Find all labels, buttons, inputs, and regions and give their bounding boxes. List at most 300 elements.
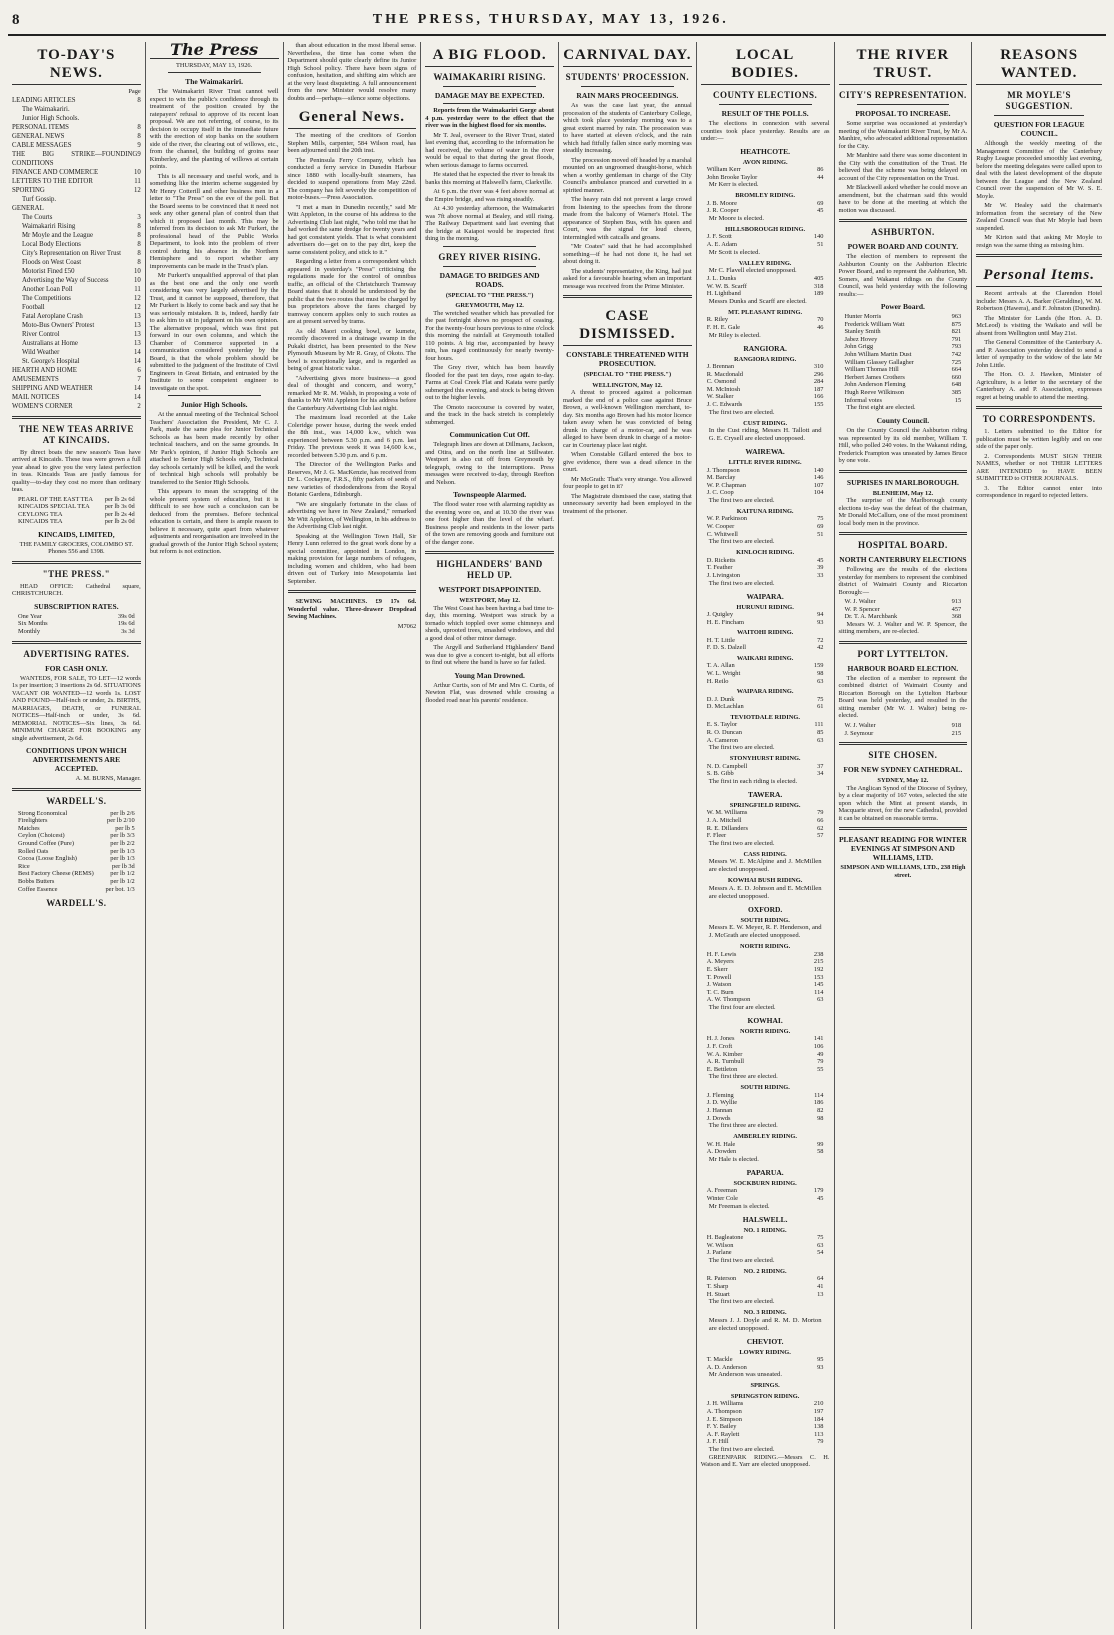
candidate-votes: 153 bbox=[813, 973, 824, 981]
candidate-row bbox=[701, 1066, 830, 1074]
candidate-votes: 45 bbox=[817, 207, 824, 215]
kincaids-name: KINCAIDS, LIMITED, bbox=[38, 529, 115, 539]
candidate-votes: 75 bbox=[817, 1234, 824, 1242]
index-page: 8 bbox=[137, 96, 141, 104]
candidate-votes: 138 bbox=[813, 1423, 824, 1431]
candidate-row bbox=[701, 1141, 830, 1149]
candidate-votes: 79 bbox=[817, 809, 824, 817]
flood-sub-1: WAIMAKARIRI RISING. bbox=[433, 72, 546, 82]
flood-sub-3: GREY RIVER RISING. bbox=[438, 251, 541, 262]
riding-note: Messrs J. J. Doyle and R. M. D. Morton are elected unopposed. bbox=[708, 1316, 822, 1332]
hospital-list bbox=[839, 598, 968, 621]
county-name: HALSWELL. bbox=[742, 1214, 788, 1224]
conditions: CONDITIONS UPON WHICH ADVERTISEMENTS ARE ACCEPTED. bbox=[26, 746, 127, 774]
row-label: Rice bbox=[18, 862, 30, 870]
index-label: Moto-Bus Owners' Protest bbox=[22, 321, 95, 329]
candidate-name: E. Bettleton bbox=[706, 1065, 738, 1073]
index-label: CABLE MESSAGES bbox=[12, 141, 72, 149]
candidate-name: J. Fleming bbox=[706, 1091, 734, 1099]
candidate-votes: 54 bbox=[817, 1249, 824, 1257]
candidate-row bbox=[701, 974, 830, 982]
wardells-item bbox=[12, 855, 141, 863]
index-item bbox=[12, 240, 141, 249]
riding-note: The first two are elected. bbox=[708, 744, 775, 752]
candidate-votes: 13 bbox=[817, 1290, 824, 1298]
candidate-name: T. Sharp bbox=[706, 1282, 729, 1290]
hospital-row bbox=[839, 606, 968, 614]
county-council-para: On the County Council the Ashburton riding was represented by its old member, William T. Hill, who polled 240 votes. In the Wakanui riding, Frederick Frampton was unseated by James Bruce by one vote. bbox=[838, 427, 968, 465]
news-paragraph: "We are singularly fortunate in the class of advertising we have in New Zealand," remarked Mr Witt Appleton, of Wellington, in his address to the Advertising Club last night. bbox=[287, 500, 417, 530]
riding-note: Messrs A. E. D. Johnson and E. McMillen are elected unopposed. bbox=[708, 884, 822, 900]
candidate-name: H. J. Jones bbox=[706, 1035, 735, 1043]
riding-note: The first two are elected. bbox=[708, 839, 775, 847]
news-paragraph: "Advertising gives more business—a good deal of thought and concern, and worry," remarked Mr R. M. Walsh, in proposing a vote of thanks to Mr Witt Appleton for his address before the Canterbury Advertising Club last night. bbox=[287, 374, 417, 412]
candidate-name: D. McLachlan bbox=[706, 703, 744, 711]
editorial-title-1: The Waimakariri. bbox=[185, 77, 244, 86]
row-label: Hunter Morris bbox=[844, 313, 882, 320]
candidate-name: A. Freeman bbox=[706, 1187, 737, 1195]
candidate-votes: 42 bbox=[817, 644, 824, 652]
candidate-row bbox=[701, 1242, 830, 1250]
candidate-votes: 63 bbox=[817, 1241, 824, 1249]
candidate-votes: 184 bbox=[813, 1415, 824, 1423]
candidate-votes: 41 bbox=[817, 1282, 824, 1290]
candidate-name: H. F. Lewis bbox=[706, 950, 737, 958]
candidate-votes: 46 bbox=[817, 323, 824, 331]
candidate-row bbox=[701, 996, 830, 1004]
candidate-name: J. F. Hill bbox=[706, 1438, 729, 1446]
riding-note: The first three are elected. bbox=[708, 1122, 778, 1130]
riding-name: WAIPARA RIDING. bbox=[736, 688, 794, 696]
row-value: per lb 5 bbox=[115, 824, 135, 832]
flood-lead: Reports from the Waimakariri Gorge about 4 p.m. yesterday were to the effect that the river was in the highest flood for six months. bbox=[425, 107, 554, 129]
case-sub: CONSTABLE THREATENED WITH PROSECUTION. bbox=[566, 350, 689, 368]
correspondents-rule: 1. Letters submitted to the Editor for publication must be written legibly and on one side of the paper only. bbox=[976, 428, 1102, 450]
carnival-paragraph: The heavy rain did not prevent a large crowd from listening to the speeches from the throne made from the balcony of Warner's Hotel. The appearance of Stephen Bus, with his queen and Court, was the signal for loud cheers, intermingled with catcalls and groans. bbox=[563, 196, 692, 241]
candidate-row bbox=[701, 467, 830, 475]
power-board-heading: Power Board. bbox=[880, 302, 925, 311]
index-page: 12 bbox=[133, 186, 141, 194]
press-heading: "THE PRESS." bbox=[42, 568, 111, 579]
candidate-name: H. Stuart bbox=[706, 1290, 730, 1298]
index-page: 11 bbox=[134, 177, 141, 185]
ashburton-para: The election of members to represent the Ashburton County on the Ashburton Electric Power Board, and to represent the Ashburton, Mt. Somers, and Wakanui ridings on the County Council, was held yesterday with the following results:— bbox=[838, 253, 968, 298]
candidate-row bbox=[701, 619, 830, 627]
column-big-flood bbox=[421, 42, 559, 1629]
candidate-row bbox=[701, 1107, 830, 1115]
index-label: Motorist Fined £50 bbox=[22, 267, 75, 275]
candidate-row bbox=[701, 721, 830, 729]
candidate-votes: 296 bbox=[813, 370, 824, 378]
riding-note: The first two are elected. bbox=[708, 496, 775, 504]
index-item bbox=[12, 258, 141, 267]
row-label: Monthly bbox=[18, 628, 41, 636]
row-value: 913 bbox=[951, 598, 962, 606]
riding-name: NORTH RIDING. bbox=[740, 1027, 791, 1035]
flood-sub-8: WESTPORT DISAPPOINTED. bbox=[438, 585, 541, 594]
riding-name: AMBERLEY RIDING. bbox=[733, 1133, 797, 1141]
candidate-name: J. Quigley bbox=[706, 611, 734, 619]
row-label: Hugh Reeve Wilkinson bbox=[844, 388, 905, 396]
riding-name: WAITOHI RIDING. bbox=[736, 629, 794, 637]
wardells-item bbox=[12, 870, 141, 878]
wardells-price-list bbox=[12, 810, 141, 894]
index-item bbox=[12, 168, 141, 177]
row-value: 918 bbox=[951, 721, 962, 729]
index-label: LEADING ARTICLES bbox=[12, 96, 76, 104]
wardells-item bbox=[12, 832, 141, 840]
candidate-row bbox=[701, 1035, 830, 1043]
index-label: Fatal Aeroplane Crash bbox=[22, 312, 83, 320]
row-value: 725 bbox=[951, 358, 962, 366]
candidate-name: H. Bagleatone bbox=[706, 1234, 744, 1242]
news-paragraph: As old Maori cooking bowl, or kumete, recently discovered in a drainage swamp in the Pukaki district, has been presented to the New Plymouth Museum by Mr R. Gray, of Okoto. The bowl is exceptionally large, and is regarded as being of great historic value. bbox=[287, 327, 417, 372]
candidate-row bbox=[701, 1283, 830, 1291]
row-value: 215 bbox=[951, 729, 962, 737]
candidate-name: W. M. Williams bbox=[706, 809, 748, 817]
candidate-name: A. E. Adam bbox=[706, 240, 737, 248]
hospital-row bbox=[839, 598, 968, 606]
index-item bbox=[12, 267, 141, 276]
wardells-heading: WARDELL'S. bbox=[46, 795, 107, 806]
index-page: 3 bbox=[137, 213, 141, 221]
candidate-row bbox=[701, 1249, 830, 1257]
row-label: John Grigg bbox=[844, 343, 874, 351]
power-row bbox=[839, 381, 968, 389]
row-label: CEYLONG TEA bbox=[18, 510, 63, 518]
index-label: Junior High Schools. bbox=[22, 114, 80, 122]
riding-name: HURUNUI RIDING. bbox=[736, 603, 794, 611]
candidate-name: C. Osmond bbox=[706, 378, 736, 386]
row-value: per lb 3d bbox=[112, 862, 135, 870]
flood-body-3 bbox=[425, 441, 554, 486]
candidate-row bbox=[701, 737, 830, 745]
newspaper-page bbox=[8, 6, 1106, 1629]
wardells-item bbox=[12, 878, 141, 886]
candidate-row bbox=[701, 670, 830, 678]
row-label: Informal votes bbox=[844, 396, 882, 404]
candidate-row bbox=[701, 611, 830, 619]
row-value: per lb 3s 0d bbox=[104, 503, 135, 511]
index-label: Turf Gossip. bbox=[22, 195, 57, 203]
riding-note: The first four are elected. bbox=[708, 1003, 776, 1011]
candidate-name: J. Brennan bbox=[706, 363, 735, 371]
candidate-row bbox=[701, 393, 830, 401]
flood-body-4 bbox=[425, 501, 554, 546]
county-name: WAIREWA. bbox=[745, 447, 785, 457]
index-label: Football bbox=[22, 303, 45, 311]
row-value: 821 bbox=[951, 328, 962, 336]
flood-paragraph: Arthur Curtis, son of Mr and Mrs C. Curtis, of Newton Flat, was drowned while crossing a flooded road near his parents' residence. bbox=[425, 681, 554, 704]
candidate-row bbox=[701, 770, 830, 778]
candidate-name: A. Thompson bbox=[706, 1407, 742, 1415]
reasons-sub-2: QUESTION FOR LEAGUE COUNCIL. bbox=[993, 120, 1085, 138]
candidate-votes: 93 bbox=[817, 618, 824, 626]
candidate-votes: 66 bbox=[817, 816, 824, 824]
candidate-votes: 63 bbox=[817, 677, 824, 685]
index-page: 8 bbox=[137, 249, 141, 257]
candidate-votes: 37 bbox=[817, 762, 824, 770]
candidate-name: J. Hannan bbox=[706, 1107, 733, 1115]
index-item bbox=[12, 213, 141, 222]
candidate-name: John Brooke Taylor bbox=[706, 173, 758, 181]
index-label: AMUSEMENTS bbox=[12, 375, 59, 383]
index-label: GENERAL NEWS bbox=[12, 132, 65, 140]
candidate-name: W. Wilson bbox=[706, 1241, 734, 1249]
candidate-votes: 146 bbox=[813, 474, 824, 482]
index-item bbox=[12, 357, 141, 366]
hospital-heading: HOSPITAL BOARD. bbox=[857, 540, 948, 551]
reasons-heading: REASONS WANTED. bbox=[976, 42, 1102, 85]
masthead bbox=[8, 6, 1106, 36]
index-label: River Control bbox=[22, 330, 60, 338]
candidate-name: T. Feather bbox=[706, 564, 733, 572]
riding-name: KAITUNA RIDING. bbox=[736, 507, 794, 515]
carnival-sub-2: RAIN MARS PROCEEDINGS. bbox=[576, 91, 679, 100]
editorial-title-2: Junior High Schools. bbox=[180, 400, 248, 409]
riding-note: Mr Scott is elected. bbox=[708, 248, 761, 256]
index-page: 8 bbox=[137, 240, 141, 248]
wardells-item bbox=[12, 886, 141, 894]
correspondents-rules bbox=[976, 428, 1102, 500]
candidate-votes: 79 bbox=[817, 1058, 824, 1066]
river-sub-1: CITY'S REPRESENTATION. bbox=[839, 90, 967, 100]
signature: A. M. BURNS, Manager. bbox=[75, 775, 141, 783]
flood-sub-7: HIGHLANDERS' BAND HELD UP. bbox=[436, 559, 543, 580]
row-label: J. Seymour bbox=[844, 729, 874, 737]
candidate-name: J. C. Coop bbox=[706, 489, 734, 497]
candidate-row bbox=[701, 1115, 830, 1123]
ashburton-heading: ASHBURTON. bbox=[870, 227, 935, 237]
candidate-row bbox=[701, 1058, 830, 1066]
candidate-name: D. J. Dunk bbox=[706, 695, 735, 703]
riding-note: Messrs Dunks and Scarff are elected. bbox=[708, 297, 807, 305]
candidate-row bbox=[701, 662, 830, 670]
index-label: WOMEN'S CORNER bbox=[12, 402, 73, 410]
sewing-ad: SEWING MACHINES. £9 17s 6d. Wonderful value. Three-drawer Dropdead Sewing Machines. bbox=[287, 598, 417, 620]
index-label: GENERAL bbox=[12, 204, 44, 212]
index-item bbox=[12, 141, 141, 150]
candidate-name: F. Y. Bailey bbox=[706, 1423, 737, 1431]
candidate-name: F. H. E. Gale bbox=[706, 323, 740, 331]
candidate-name: J. D. Wyllie bbox=[706, 1099, 738, 1107]
candidate-votes: 57 bbox=[817, 832, 824, 840]
flood-special: (SPECIAL TO "THE PRESS.") bbox=[445, 291, 534, 299]
county-name: WAIPARA. bbox=[746, 591, 784, 601]
row-label: William Glassey Gallagher bbox=[844, 358, 914, 366]
candidate-votes: 39 bbox=[817, 564, 824, 572]
candidate-name: H. T. Little bbox=[706, 636, 735, 644]
simpson-ad: PLEASANT READING FOR WINTER EVENINGS AT SIMPSON AND WILLIAMS, LTD. bbox=[838, 835, 967, 863]
index-page: 14 bbox=[133, 357, 141, 365]
index-label: SPORTING bbox=[12, 186, 45, 194]
candidate-name: T. Mackle bbox=[706, 1356, 733, 1364]
index-item bbox=[12, 393, 141, 402]
masthead-title: THE PRESS, THURSDAY, MAY 13, 1926. bbox=[372, 12, 729, 27]
candidate-name: J. A. Mitchell bbox=[706, 816, 742, 824]
column-general-news bbox=[284, 42, 422, 1629]
riding-note: Mr Riley is elected. bbox=[708, 331, 761, 339]
news-paragraph: The Director of the Wellington Parks and Reserves, Mr J. G. MacKenzie, has received from Dr L. Cockayne, F.R.S., fifty packets of seeds of new varieties of rhododendrons from the Royal Botanic Gardens, Edinburgh. bbox=[287, 461, 417, 498]
candidate-votes: 106 bbox=[813, 1042, 824, 1050]
candidate-name: Winter Cole bbox=[706, 1195, 738, 1202]
row-label: W. J. Walter bbox=[844, 598, 876, 606]
candidate-row bbox=[701, 166, 830, 174]
riding-note: Messrs W. E. McAlpine and J. McMillen are elected unopposed. bbox=[708, 858, 822, 874]
candidate-votes: 69 bbox=[817, 199, 824, 207]
index-item bbox=[12, 285, 141, 294]
candidate-row bbox=[701, 1438, 830, 1446]
candidate-name: W. P. Parkinson bbox=[706, 515, 747, 523]
case-special: (SPECIAL TO "THE PRESS.") bbox=[583, 371, 672, 378]
candidate-row bbox=[701, 696, 830, 704]
candidate-votes: 75 bbox=[817, 695, 824, 703]
power-row bbox=[839, 397, 968, 405]
candidate-row bbox=[701, 966, 830, 974]
teas-text: By direct boats the new season's Teas have arrived at Kincaids. These teas were grown a full year ahead to give you the very latest perfection in teas. Kincaids Teas are justly famous for quality—to-day they cost no more than ordinary teas. bbox=[12, 448, 141, 493]
candidate-votes: 70 bbox=[817, 316, 824, 324]
candidate-votes: 69 bbox=[817, 523, 824, 531]
candidate-row bbox=[701, 1234, 830, 1242]
row-label: Ceylon (Choicest) bbox=[18, 832, 65, 840]
row-value: 742 bbox=[951, 350, 962, 358]
candidate-votes: 111 bbox=[814, 721, 824, 729]
candidate-row bbox=[701, 825, 830, 833]
riding-note: The first two are elected. bbox=[708, 1298, 775, 1306]
index-item bbox=[12, 330, 141, 339]
row-value: 664 bbox=[951, 366, 962, 374]
index-page: 14 bbox=[133, 393, 141, 401]
kincaids-phone: Phones 556 and 1398. bbox=[48, 548, 105, 556]
index-item bbox=[12, 366, 141, 375]
candidate-row bbox=[701, 1099, 830, 1107]
candidate-votes: 85 bbox=[817, 728, 824, 736]
candidate-name: H. E. Fincham bbox=[706, 618, 745, 626]
row-value: 385 bbox=[951, 388, 962, 396]
wardells-item bbox=[12, 840, 141, 848]
candidate-votes: 93 bbox=[817, 1363, 824, 1371]
index-label: Wild Weather bbox=[22, 348, 60, 356]
candidate-row bbox=[701, 1416, 830, 1424]
index-label: MAIL NOTICES bbox=[12, 393, 60, 401]
index-item bbox=[12, 96, 141, 105]
index-label: Australians at Home bbox=[22, 339, 78, 347]
candidate-row bbox=[701, 981, 830, 989]
candidate-votes: 98 bbox=[817, 1114, 824, 1122]
riding-name: NO. 3 RIDING. bbox=[743, 1309, 787, 1317]
teas-heading: THE NEW TEAS ARRIVE AT KINCAIDS. bbox=[18, 423, 134, 445]
index-page: 14 bbox=[133, 348, 141, 356]
riding-name: AVON RIDING. bbox=[742, 158, 788, 166]
reasons-sub-1: MR MOYLE'S SUGGESTION. bbox=[1005, 90, 1073, 111]
index-page: 8 bbox=[137, 132, 141, 140]
candidate-votes: 186 bbox=[813, 1099, 824, 1107]
wardells-footer: WARDELL'S. bbox=[46, 898, 107, 909]
index-label: THE BIG STRIKE—FOUNDING CONDITIONS bbox=[12, 150, 138, 167]
riding-name: CUST RIDING. bbox=[743, 419, 788, 427]
candidate-name: A. W. Thompson bbox=[706, 996, 751, 1004]
river-paragraph: Mr Blackwell asked whether he could move an amendment, but the chairman said this would have to be done at the meeting at which the motion was discussed. bbox=[838, 184, 968, 214]
index-item bbox=[12, 249, 141, 258]
row-label: Firelighters bbox=[18, 817, 48, 825]
column-carnival bbox=[559, 42, 697, 1629]
candidate-row bbox=[701, 200, 830, 208]
index-item bbox=[12, 384, 141, 393]
sub-rate-row bbox=[12, 613, 141, 621]
candidate-votes: 51 bbox=[817, 530, 824, 538]
wardells-item bbox=[12, 863, 141, 871]
candidate-votes: 192 bbox=[813, 965, 824, 973]
candidate-name: R. E. Dillanders bbox=[706, 824, 748, 832]
index-label: The Courts bbox=[22, 213, 53, 221]
correspondents-rule: 3. The Editor cannot enter into correspondence in regard to rejected letters. bbox=[976, 484, 1102, 499]
row-label: KINCAIDS SPECIAL TEA bbox=[18, 503, 90, 511]
carnival-body bbox=[563, 102, 692, 290]
riding-name: LOWRY RIDING. bbox=[739, 1348, 791, 1356]
candidate-row bbox=[701, 572, 830, 580]
row-value: 19s 6d bbox=[117, 620, 135, 628]
index-item bbox=[12, 132, 141, 141]
index-item bbox=[12, 375, 141, 384]
candidate-row bbox=[701, 474, 830, 482]
candidate-row bbox=[701, 832, 830, 840]
wardells-item bbox=[12, 825, 141, 833]
candidate-votes: 189 bbox=[813, 290, 824, 298]
lyttelton-para: The election of a member to represent the combined district of Waimairi County and Riccarton Borough on the Lyttelton Harbour Board was held yesterday, and resulted in the sitting member (Mr W. J. Walter) being re-elected. bbox=[838, 674, 968, 720]
candidate-name: R. Macdonald bbox=[706, 370, 743, 378]
index-label: Local Body Elections bbox=[22, 240, 81, 248]
candidate-row bbox=[701, 371, 830, 379]
candidate-name: J. L. Dunks bbox=[706, 275, 737, 283]
carnival-sub-1: STUDENTS' PROCESSION. bbox=[565, 72, 690, 82]
row-value: per lb 2s 0d bbox=[104, 518, 135, 526]
column-reasons-wanted bbox=[972, 42, 1106, 1629]
candidate-name: J. Watson bbox=[706, 981, 732, 989]
candidate-name: N. D. Campbell bbox=[706, 762, 748, 770]
index-page: 13 bbox=[133, 330, 141, 338]
index-page: 10 bbox=[133, 267, 141, 275]
index-label: FINANCE AND COMMERCE bbox=[12, 168, 99, 176]
site-chosen-heading: SITE CHOSEN. bbox=[868, 750, 938, 761]
county-name: HEATHCOTE. bbox=[740, 146, 790, 156]
riding-note: Mr Kerr is elected. bbox=[708, 181, 759, 189]
riding-name: NO. 1 RIDING. bbox=[743, 1226, 787, 1234]
row-value: per lb 3/3 bbox=[110, 832, 135, 840]
candidate-name: W. A. Kimber bbox=[706, 1050, 743, 1058]
candidate-name: R. O. Duncan bbox=[706, 728, 742, 736]
row-value: per lb 2s 4d bbox=[104, 510, 135, 518]
candidate-votes: 159 bbox=[813, 662, 824, 670]
row-label: W. P. Spencer bbox=[844, 605, 880, 613]
candidate-name: W. H. Hale bbox=[706, 1140, 736, 1148]
county-name: TAWERA. bbox=[748, 789, 783, 799]
candidate-row bbox=[701, 1356, 830, 1364]
row-label: Strong Economical bbox=[18, 809, 68, 817]
carnival-paragraph: The procession moved off headed by a marshal mounted on an ungroomed draught-horse, which when a worthy gentleman in charge of the City Council's ambulance pranced and curvetted in a spirited manner. bbox=[563, 156, 692, 194]
flood-sub-6: Townspeople Alarmed. bbox=[453, 490, 527, 499]
candidate-name: M. McIntosh bbox=[706, 385, 741, 393]
row-value: 368 bbox=[951, 613, 962, 621]
power-row bbox=[839, 321, 968, 329]
candidate-name: S. B. Gibb bbox=[706, 770, 734, 778]
carnival-paragraph: The students' representative, the King, had just asked for a favourable hearing when an important message was received from the Prime Minister. bbox=[563, 267, 692, 290]
index-item bbox=[12, 195, 141, 204]
candidate-row bbox=[701, 523, 830, 531]
case-paragraph: When Constable Gillard entered the box to give evidence, there was a dead silence in the court. bbox=[563, 451, 692, 473]
wardells-item bbox=[12, 848, 141, 856]
riding-name: RANGIORA RIDING. bbox=[734, 355, 797, 363]
row-label: Coffee Essence bbox=[18, 885, 58, 893]
